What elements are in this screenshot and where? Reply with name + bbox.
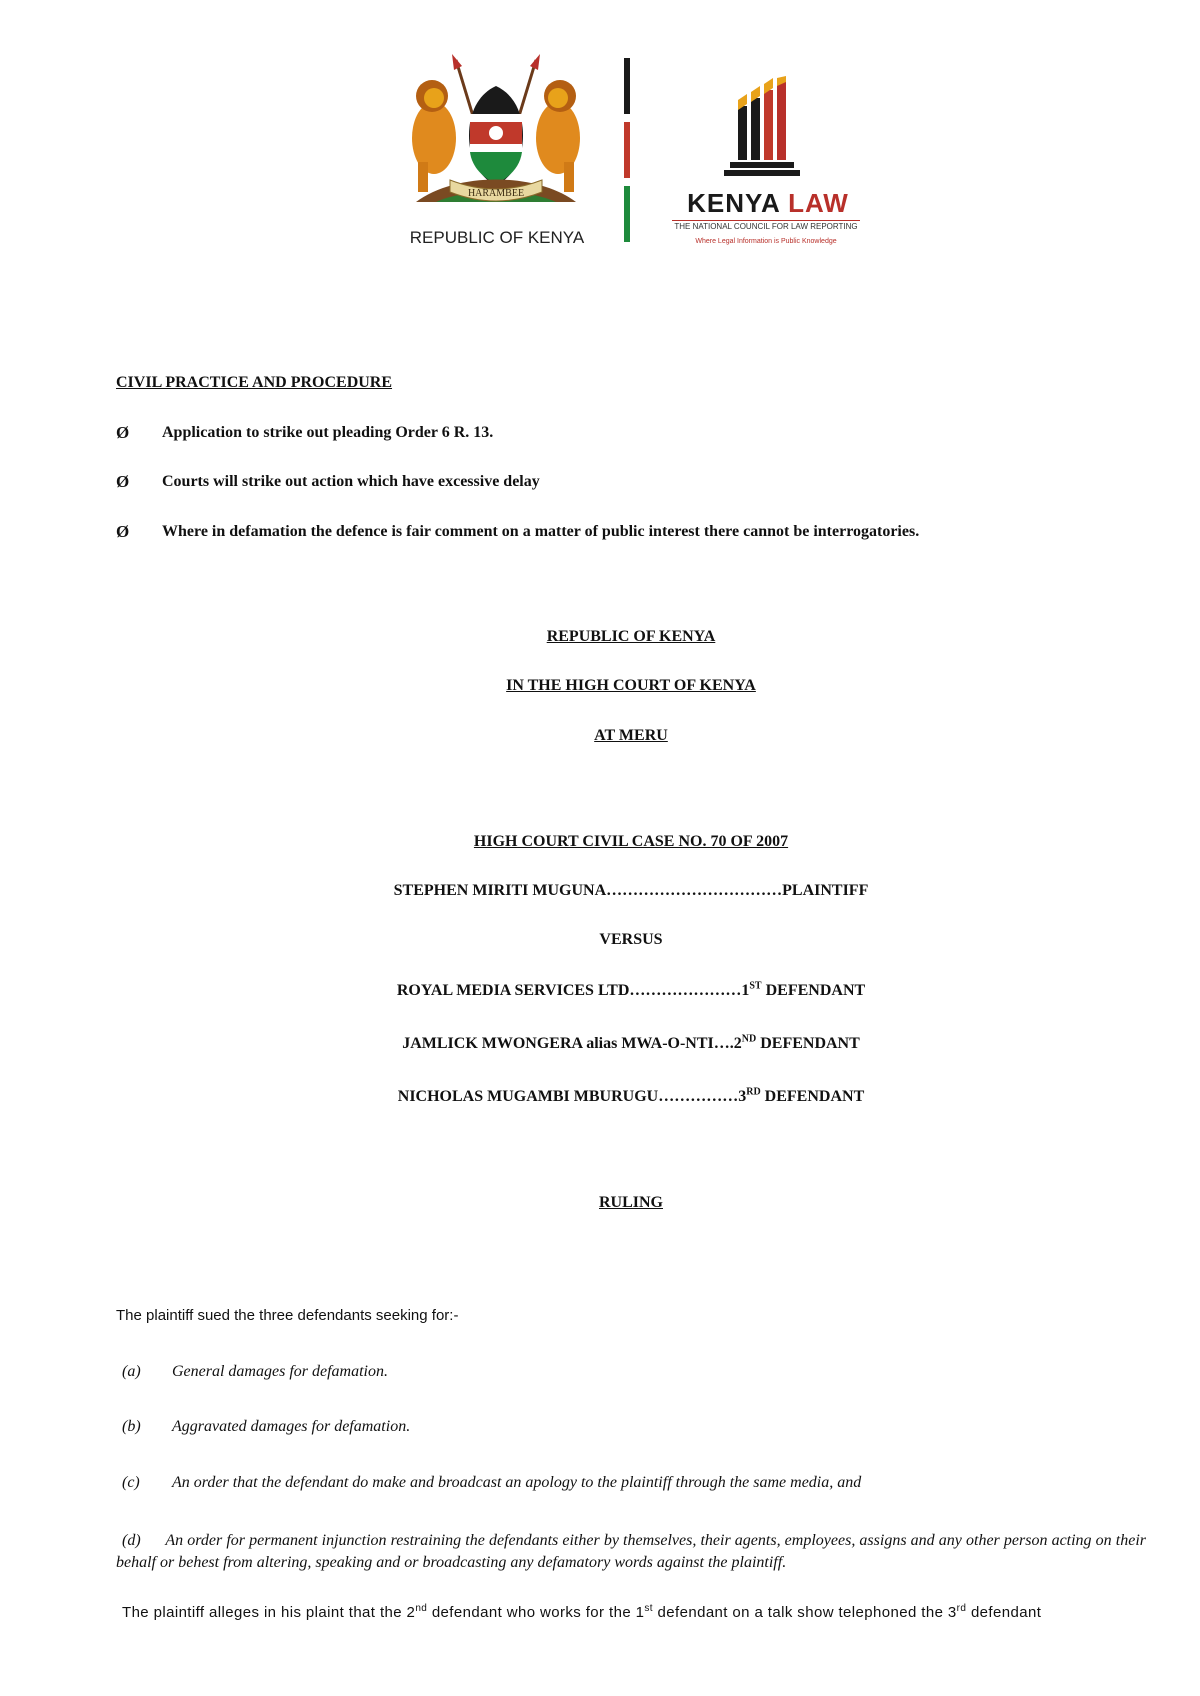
para-sup: rd (956, 1603, 967, 1614)
prayer-label: (c) (122, 1474, 140, 1491)
defendant-ordinal: ST (749, 980, 762, 992)
para-text: defendant on a talk show telephoned the 3 (652, 1604, 957, 1621)
kenya-law-wordmark (668, 188, 868, 219)
defendant-name: ROYAL MEDIA SERVICES LTD…………………1 (396, 982, 750, 999)
prayer-text: Aggravated damages for defamation. (172, 1418, 411, 1435)
kenya-law-subtitle: THE NATIONAL COUNCIL FOR LAW REPORTING (674, 222, 858, 231)
prayer-text: General damages for defamation. (172, 1363, 388, 1380)
motto-text: HARAMBEE (467, 188, 525, 199)
bullet-glyph: Ø (116, 423, 130, 442)
bullet-glyph: Ø (116, 472, 130, 491)
prayer-d (116, 1530, 1146, 1574)
para-sup: st (644, 1603, 653, 1614)
bullet-glyph: Ø (116, 522, 130, 541)
catchword-item: Where in defamation the defence is fair comment on a matter of public interest there cannot be interrogatories. (162, 523, 920, 540)
defendant-role: DEFENDANT (756, 1035, 860, 1052)
prayer-label: (b) (122, 1418, 141, 1435)
para-text: The plaintiff alleges in his plaint that the 2 (122, 1604, 416, 1621)
coat-caption: REPUBLIC OF KENYA (409, 228, 585, 247)
defendant-line-1 (116, 982, 1146, 1000)
defendant-line-2 (116, 1035, 1146, 1053)
catchwords-heading: CIVIL PRACTICE AND PROCEDURE (116, 374, 393, 391)
defendant-role: DEFENDANT (761, 982, 866, 999)
flag-divider (624, 58, 630, 248)
ruling-title: RULING (598, 1194, 663, 1211)
court-location: AT MERU (594, 727, 668, 744)
defendant-ordinal: ND (741, 1033, 757, 1045)
para-text: defendant (966, 1604, 1042, 1621)
defendant-ordinal: RD (746, 1086, 761, 1098)
court-name: IN THE HIGH COURT OF KENYA (506, 677, 756, 694)
kenya-law-word-2: LAW (788, 188, 849, 218)
defendant-name: NICHOLAS MUGAMBI MBURUGU……………3 (397, 1088, 747, 1105)
court-republic: REPUBLIC OF KENYA (546, 628, 716, 645)
versus-line: VERSUS (599, 931, 663, 948)
catchword-item: Courts will strike out action which have excessive delay (162, 473, 540, 490)
kenya-law-word-1: KENYA (687, 188, 780, 218)
para-sup: nd (415, 1603, 428, 1614)
prayer-label: (d) (122, 1532, 141, 1549)
kenya-coat-of-arms-icon (396, 52, 596, 212)
kenya-law-logo-icon (720, 76, 810, 178)
defendant-role: DEFENDANT (760, 1088, 865, 1105)
ruling-intro: The plaintiff sued the three defendants seeking for:- (116, 1307, 459, 1324)
catchword-item: Application to strike out pleading Order 6 R. 13. (162, 424, 494, 441)
kenya-law-tagline: Where Legal Information is Public Knowledge (695, 238, 837, 245)
prayer-text: An order that the defendant do make and broadcast an apology to the plaintiff through the same media, and (172, 1474, 862, 1491)
prayer-text: An order for permanent injunction restraining the defendants either by themselves, their agents, employees, assigns and any other person acting on their behalf or behest from altering, speaking and or broadcasting any defamatory words against the plaintiff. (116, 1532, 1147, 1571)
defendant-name: JAMLICK MWONGERA alias MWA-O-NTI….2 (402, 1035, 742, 1052)
document-header (0, 0, 1200, 260)
kenya-law-rule (672, 220, 860, 221)
plaintiff-line: STEPHEN MIRITI MUGUNA……………………………PLAINTIFF (393, 882, 869, 899)
case-number: HIGH COURT CIVIL CASE NO. 70 OF 2007 (473, 833, 789, 850)
prayer-label: (a) (122, 1363, 141, 1380)
para-text: defendant who works for the 1 (427, 1604, 645, 1621)
ruling-paragraph (122, 1604, 1146, 1621)
defendant-line-3 (116, 1088, 1146, 1106)
